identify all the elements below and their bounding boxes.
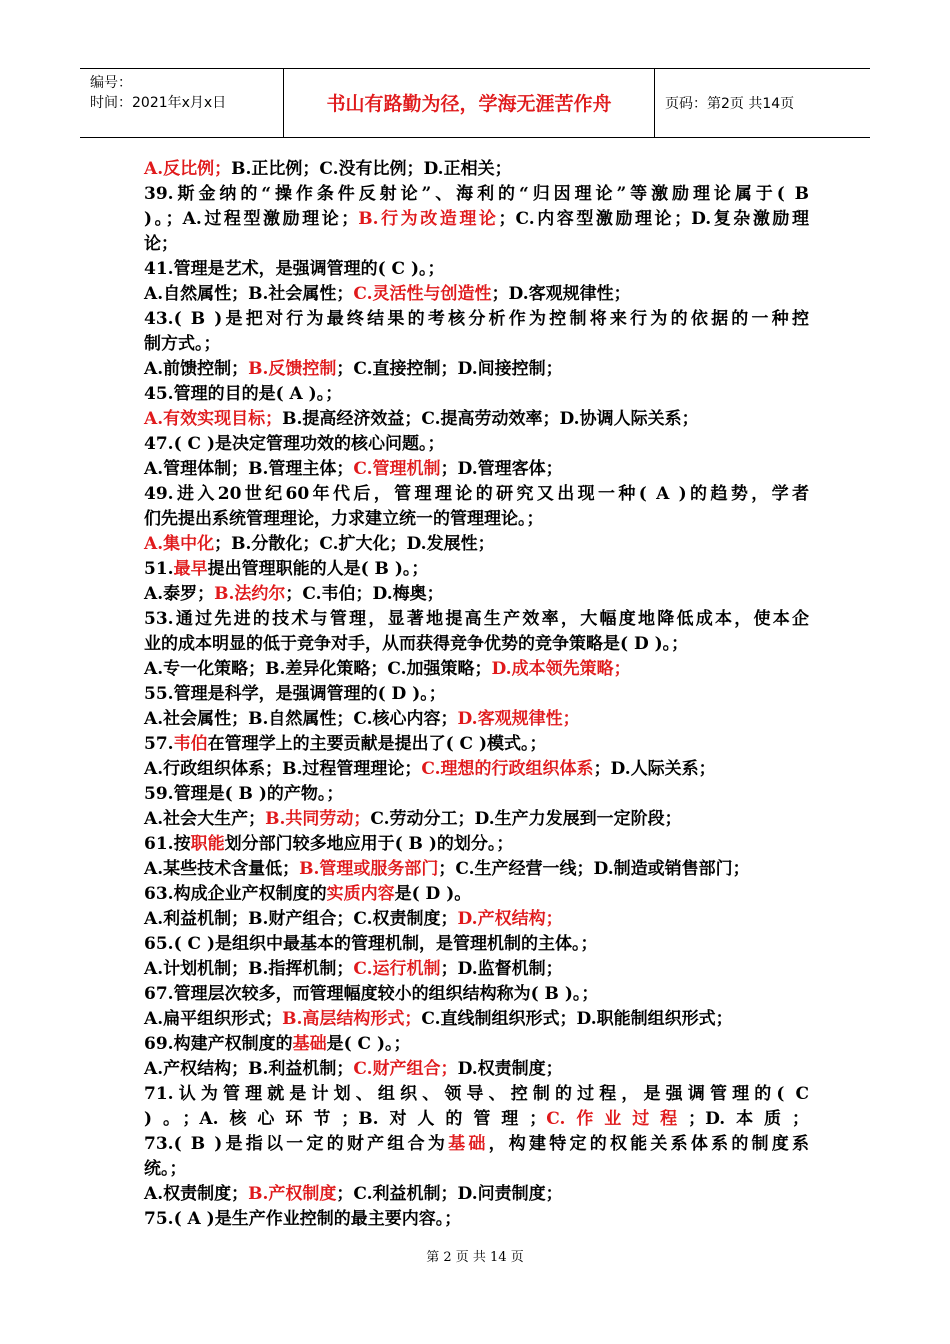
- text-line: [144, 582, 809, 607]
- answer-highlight: A.反比例；: [144, 159, 232, 179]
- line-text: 57.: [144, 734, 174, 754]
- line-text: ，构建特定的权能关系体系的制度系: [488, 1134, 809, 1154]
- line-text: 71.认为管理就是计划、组织、领导、控制的过程，是强调管理的( C: [144, 1084, 809, 1104]
- text-line: [144, 907, 809, 932]
- line-text: 73.( B )是指以一定的财产组合为: [144, 1134, 449, 1154]
- answer-highlight: C.管理机制: [353, 459, 441, 479]
- line-text: 53.通过先进的技术与管理，显著地提高生产效率，大幅度地降低成本，使本企: [144, 609, 809, 629]
- text-line: [144, 832, 809, 857]
- answer-highlight: 实质内容: [326, 884, 395, 904]
- line-text: 划分部门较多地应用于( B )的划分。；: [224, 834, 514, 854]
- header-page-cell: [655, 69, 870, 137]
- line-text: C.直线制组织形式；D.职能制组织形式；: [421, 1009, 733, 1029]
- answer-highlight: 基础: [448, 1134, 489, 1154]
- answer-highlight: B.产权制度: [248, 1184, 337, 1204]
- text-line: [144, 407, 809, 432]
- answer-highlight: C.运行机制: [353, 959, 441, 979]
- line-text: 75.( A )是生产作业控制的最主要内容。；: [144, 1209, 462, 1229]
- text-line: [144, 157, 809, 182]
- answer-highlight: 最早: [173, 559, 208, 579]
- line-text: ；C.直接控制；D.间接控制；: [336, 359, 563, 379]
- header-info-cell: [80, 69, 284, 137]
- line-text: 论；: [144, 234, 178, 254]
- line-text: 提出管理职能的人是( B )。；: [207, 559, 429, 579]
- line-text: A.计划机制；B.指挥机制；: [144, 959, 354, 979]
- line-text: 制方式。；: [144, 334, 221, 354]
- page-label: 页码：第2页 共14页: [665, 96, 795, 112]
- text-line: [144, 1207, 809, 1232]
- line-text: 69.构建产权制度的: [144, 1034, 293, 1054]
- answer-highlight: 职能: [190, 834, 225, 854]
- line-text: B.正比例；C.没有比例；D.正相关；: [231, 159, 512, 179]
- line-text: D.权责制度；: [457, 1059, 563, 1079]
- text-line: [144, 1132, 809, 1157]
- line-text: )。；A.核心环节；B.对人的管理；: [144, 1109, 547, 1129]
- line-text: 43.( B )是把对行为最终结果的考核分析作为控制将来行为的依据的一种控: [144, 309, 809, 329]
- number-label: 编号：: [90, 75, 132, 91]
- text-line: [144, 1057, 809, 1082]
- answer-highlight: D.客观规律性；: [457, 709, 580, 729]
- answer-highlight: B.共同劳动；: [265, 809, 371, 829]
- line-text: 61.按: [144, 834, 191, 854]
- line-text: A.专一化策略；B.差异化策略；C.加强策略；: [144, 659, 492, 679]
- text-line: [144, 557, 809, 582]
- question-list: [144, 157, 809, 1232]
- text-line: [144, 382, 809, 407]
- answer-highlight: D.成本领先策略；: [491, 659, 631, 679]
- text-line: [144, 782, 809, 807]
- line-text: A.泰罗；: [144, 584, 215, 604]
- line-text: B.提高经济效益；C.提高劳动效率；D.协调人际关系；: [282, 409, 699, 429]
- line-text: 51.: [144, 559, 174, 579]
- text-line: [144, 207, 809, 232]
- text-line: [144, 732, 809, 757]
- answer-highlight: C.财产组合；: [353, 1059, 458, 1079]
- line-text: A.权责制度；: [144, 1184, 249, 1204]
- text-line: [144, 1182, 809, 1207]
- answer-highlight: A.有效实现目标；: [144, 409, 283, 429]
- answer-highlight: C.理想的行政组织体系: [421, 759, 594, 779]
- line-text: )。；A.过程型激励理论；: [144, 209, 359, 229]
- line-text: 65.( C )是组织中最基本的管理机制，是管理机制的主体。；: [144, 934, 598, 954]
- line-text: 67.管理层次较多，而管理幅度较小的组织结构称为( B )。；: [144, 984, 599, 1004]
- line-text: ；B.分散化；C.扩大化；D.发展性；: [214, 534, 495, 554]
- line-text: A.产权结构；B.利益机制；: [144, 1059, 354, 1079]
- line-text: A.管理体制；B.管理主体；: [144, 459, 354, 479]
- header-table: [80, 68, 870, 138]
- line-text: 55.管理是科学，是强调管理的( D )。；: [144, 684, 446, 704]
- line-text: ；D.本质；: [688, 1109, 809, 1129]
- answer-highlight: B.行为改造理论: [358, 209, 499, 229]
- line-text: A.自然属性；B.社会属性；: [144, 284, 354, 304]
- text-line: [144, 857, 809, 882]
- text-line: [144, 282, 809, 307]
- line-text: A.社会属性；B.自然属性；C.核心内容；: [144, 709, 458, 729]
- line-text: A.行政组织体系；B.过程管理理论；: [144, 759, 422, 779]
- line-text: ；C.韦伯；D.梅奥；: [285, 584, 444, 604]
- line-text: ；D.客观规律性；: [491, 284, 631, 304]
- line-text: 59.管理是( B )的产物。；: [144, 784, 344, 804]
- text-line: [144, 332, 809, 357]
- line-text: ；C.利益机制；D.问责制度；: [336, 1184, 563, 1204]
- answer-highlight: B.管理或服务部门: [299, 859, 439, 879]
- line-text: 业的成本明显的低于竞争对手，从而获得竞争优势的竞争策略是( D )。；: [144, 634, 689, 654]
- line-text: 49.进入20世纪60年代后，管理理论的研究又出现一种( A )的趋势，学者: [144, 484, 809, 504]
- page-footer: 第 2 页 共 14 页: [426, 1250, 524, 1265]
- text-line: [144, 482, 809, 507]
- answer-highlight: B.反馈控制: [248, 359, 337, 379]
- answer-highlight: C.作业过程: [546, 1109, 689, 1129]
- line-text: 统。；: [144, 1159, 187, 1179]
- text-line: [144, 1107, 809, 1132]
- line-text: A.社会大生产；: [144, 809, 266, 829]
- text-line: [144, 607, 809, 632]
- answer-highlight: 韦伯: [173, 734, 208, 754]
- text-line: [144, 257, 809, 282]
- text-line: [144, 707, 809, 732]
- answer-highlight: C.灵活性与创造性: [353, 284, 492, 304]
- answer-highlight: B.高层结构形式；: [282, 1009, 422, 1029]
- text-line: [144, 982, 809, 1007]
- line-text: A.某些技术含量低；: [144, 859, 300, 879]
- line-text: 们先提出系统管理理论，力求建立统一的管理理论。；: [144, 509, 544, 529]
- answer-highlight: B.法约尔: [214, 584, 286, 604]
- line-text: ；C.内容型激励理论；D.复杂激励理: [498, 209, 809, 229]
- line-text: ；D.人际关系；: [593, 759, 716, 779]
- line-text: A.扁平组织形式；: [144, 1009, 283, 1029]
- line-text: 是( D )。: [394, 884, 472, 904]
- text-line: [144, 657, 809, 682]
- text-line: [144, 957, 809, 982]
- line-text: ；D.监督机制；: [440, 959, 563, 979]
- line-text: ；D.管理客体；: [440, 459, 563, 479]
- line-text: C.劳动分工；D.生产力发展到一定阶段；: [370, 809, 682, 829]
- text-line: [144, 682, 809, 707]
- line-text: A.利益机制；B.财产组合；C.权责制度；: [144, 909, 458, 929]
- text-line: [144, 807, 809, 832]
- line-text: 63.构成企业产权制度的: [144, 884, 327, 904]
- line-text: 47.( C )是决定管理功效的核心问题。；: [144, 434, 445, 454]
- text-line: [144, 182, 809, 207]
- text-line: [144, 307, 809, 332]
- text-line: [144, 882, 809, 907]
- text-line: [144, 932, 809, 957]
- motto: 书山有路勤为径，学海无涯苦作舟: [326, 93, 612, 115]
- text-line: [144, 232, 809, 257]
- line-text: 41.管理是艺术，是强调管理的( C )。；: [144, 259, 445, 279]
- text-line: [144, 432, 809, 457]
- answer-highlight: A.集中化: [144, 534, 215, 554]
- text-line: [144, 757, 809, 782]
- text-line: [144, 632, 809, 657]
- text-line: [144, 1157, 809, 1182]
- text-line: [144, 1032, 809, 1057]
- answer-highlight: D.产权结构；: [457, 909, 563, 929]
- line-text: A.前馈控制；: [144, 359, 249, 379]
- line-text: 39.斯金纳的“操作条件反射论”、海利的“归因理论”等激励理论属于( B: [144, 184, 809, 204]
- header-motto-cell: [284, 69, 655, 137]
- line-text: ；C.生产经营一线；D.制造或销售部门；: [438, 859, 750, 879]
- text-line: [144, 357, 809, 382]
- text-line: [144, 532, 809, 557]
- time-label: 时间：2021年x月x日: [90, 95, 227, 111]
- text-line: [144, 1082, 809, 1107]
- text-line: [144, 507, 809, 532]
- line-text: 是( C )。；: [326, 1034, 411, 1054]
- answer-highlight: 基础: [292, 1034, 327, 1054]
- text-line: [144, 1007, 809, 1032]
- line-text: 在管理学上的主要贡献是提出了( C )模式。；: [207, 734, 547, 754]
- line-text: 45.管理的目的是( A )。；: [144, 384, 343, 404]
- text-line: [144, 457, 809, 482]
